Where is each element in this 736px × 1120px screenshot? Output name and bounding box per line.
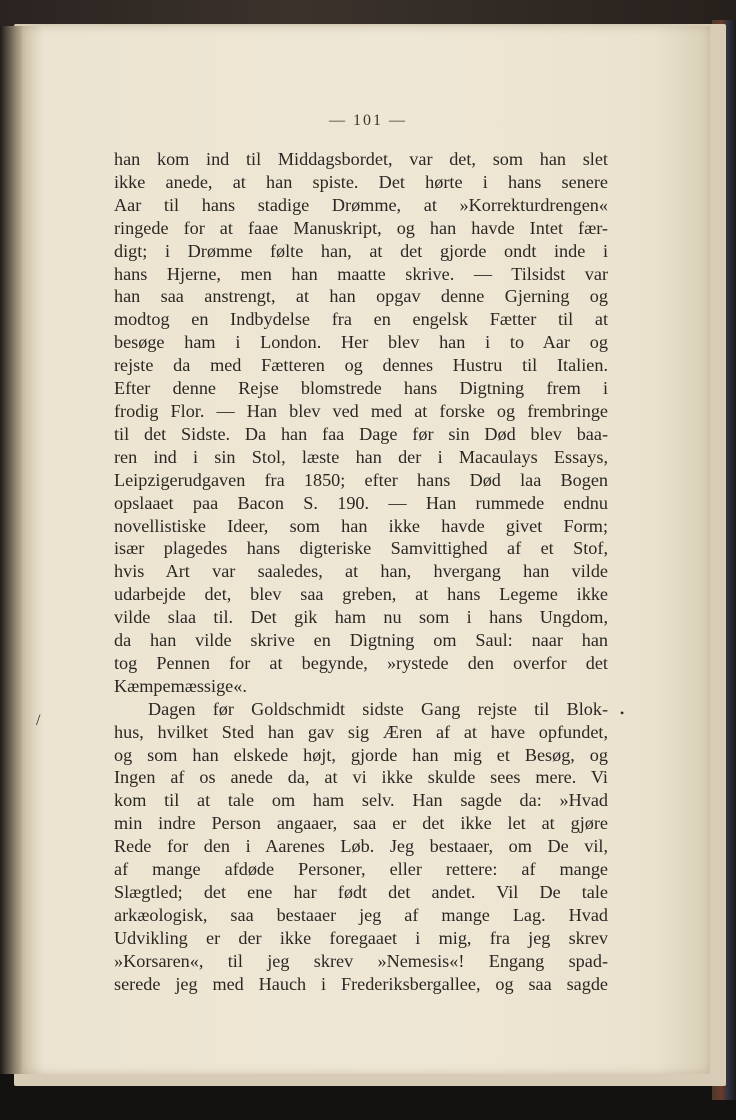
text-line: hans Hjerne, men han maatte skrive. — Tilsidst var xyxy=(114,263,608,284)
text-line: »Korsaren«, til jeg skrev »Nemesis«! Engang spad- xyxy=(114,950,608,971)
text-line: modtog en Indbydelse fra en engelsk Fætter til at xyxy=(114,309,608,330)
text-line: opslaaet paa Bacon S. 190. — Han rummede endnu xyxy=(114,492,608,513)
margin-dot-mark: • xyxy=(620,706,625,720)
text-line: Rede for den i Aarenes Løb. Jeg bestaaer, om De vil, xyxy=(114,836,608,857)
text-line: digt; i Drømme følte han, at det gjorde ondt inde i xyxy=(114,240,608,261)
margin-pencil-mark: / xyxy=(36,712,41,729)
text-line: besøge ham i London. Her blev han i to Aar og xyxy=(114,332,608,353)
binding-gutter xyxy=(0,26,22,1074)
text-line: hus, hvilket Sted han gav sig Æren af at have opfundet, xyxy=(114,721,608,742)
text-line: Kæmpemæssige«. xyxy=(114,675,247,696)
text-line: frodig Flor. — Han blev ved med at forske og frembringe xyxy=(114,400,608,421)
text-line: især plagedes hans digteriske Samvittighed af et Stof, xyxy=(114,538,608,559)
text-line: da han vilde skrive en Digtning om Saul: naar han xyxy=(114,630,608,651)
text-line: Slægtled; det ene har født det andet. Vil De tale xyxy=(114,882,608,902)
text-line: ringede for at faae Manuskript, og han havde Intet fær- xyxy=(114,217,608,238)
body-text xyxy=(114,148,608,996)
text-line: vilde slaa til. Det gik ham nu som i hans Ungdom, xyxy=(114,607,608,628)
text-line: ren ind i sin Stol, læste han der i Macaulays Essays, xyxy=(114,446,608,467)
text-line: ikke anede, at han spiste. Det hørte i hans senere xyxy=(114,171,608,192)
text-line: rejste da med Fætteren og dennes Hustru til Italien. xyxy=(114,355,608,376)
text-line: Efter denne Rejse blomstrede hans Digtning frem i xyxy=(114,378,608,399)
text-line: og som han elskede højt, gjorde han mig et Besøg, og xyxy=(114,744,608,765)
paragraph-start-line: Dagen før Goldschmidt sidste Gang rejste til Blok- xyxy=(148,698,608,719)
text-line: arkæologisk, saa bestaaer jeg af mange Lag. Hvad xyxy=(114,904,608,925)
text-line: til det Sidste. Da han faa Dage før sin Død blev baa- xyxy=(114,423,608,444)
text-line: tog Pennen for at begynde, »rystede den overfor det xyxy=(114,652,608,673)
text-line: han kom ind til Middagsbordet, var det, som han slet xyxy=(114,149,608,169)
text-line: Udvikling er der ikke foregaaet i mig, fra jeg skrev xyxy=(114,927,608,948)
text-line: kom til at tale om ham selv. Han sagde da: »Hvad xyxy=(114,790,608,811)
page-number: — 101 — xyxy=(329,112,407,129)
text-line: Leipzigerudgaven fra 1850; efter hans Død laa Bogen xyxy=(114,469,608,490)
text-line: novellistiske Ideer, som han ikke havde givet Form; xyxy=(114,515,608,536)
text-line: serede jeg med Hauch i Frederiksbergallee, og saa sagde xyxy=(114,973,608,994)
text-line: Aar til hans stadige Drømme, at »Korrekturdrengen« xyxy=(114,194,608,215)
text-line: min indre Person angaaer, saa er det ikke let at gjøre xyxy=(114,813,608,834)
text-line: udarbejde det, blev saa greben, at hans Legeme ikke xyxy=(114,584,608,605)
text-line: han saa anstrengt, at han opgav denne Gjerning og xyxy=(114,286,608,307)
text-line: Ingen af os anede da, at vi ikke skulde sees mere. Vi xyxy=(114,767,608,788)
text-line: hvis Art var saaledes, at han, hvergang han vilde xyxy=(114,561,608,582)
text-line: af mange afdøde Personer, eller rettere: af mange xyxy=(114,859,608,880)
